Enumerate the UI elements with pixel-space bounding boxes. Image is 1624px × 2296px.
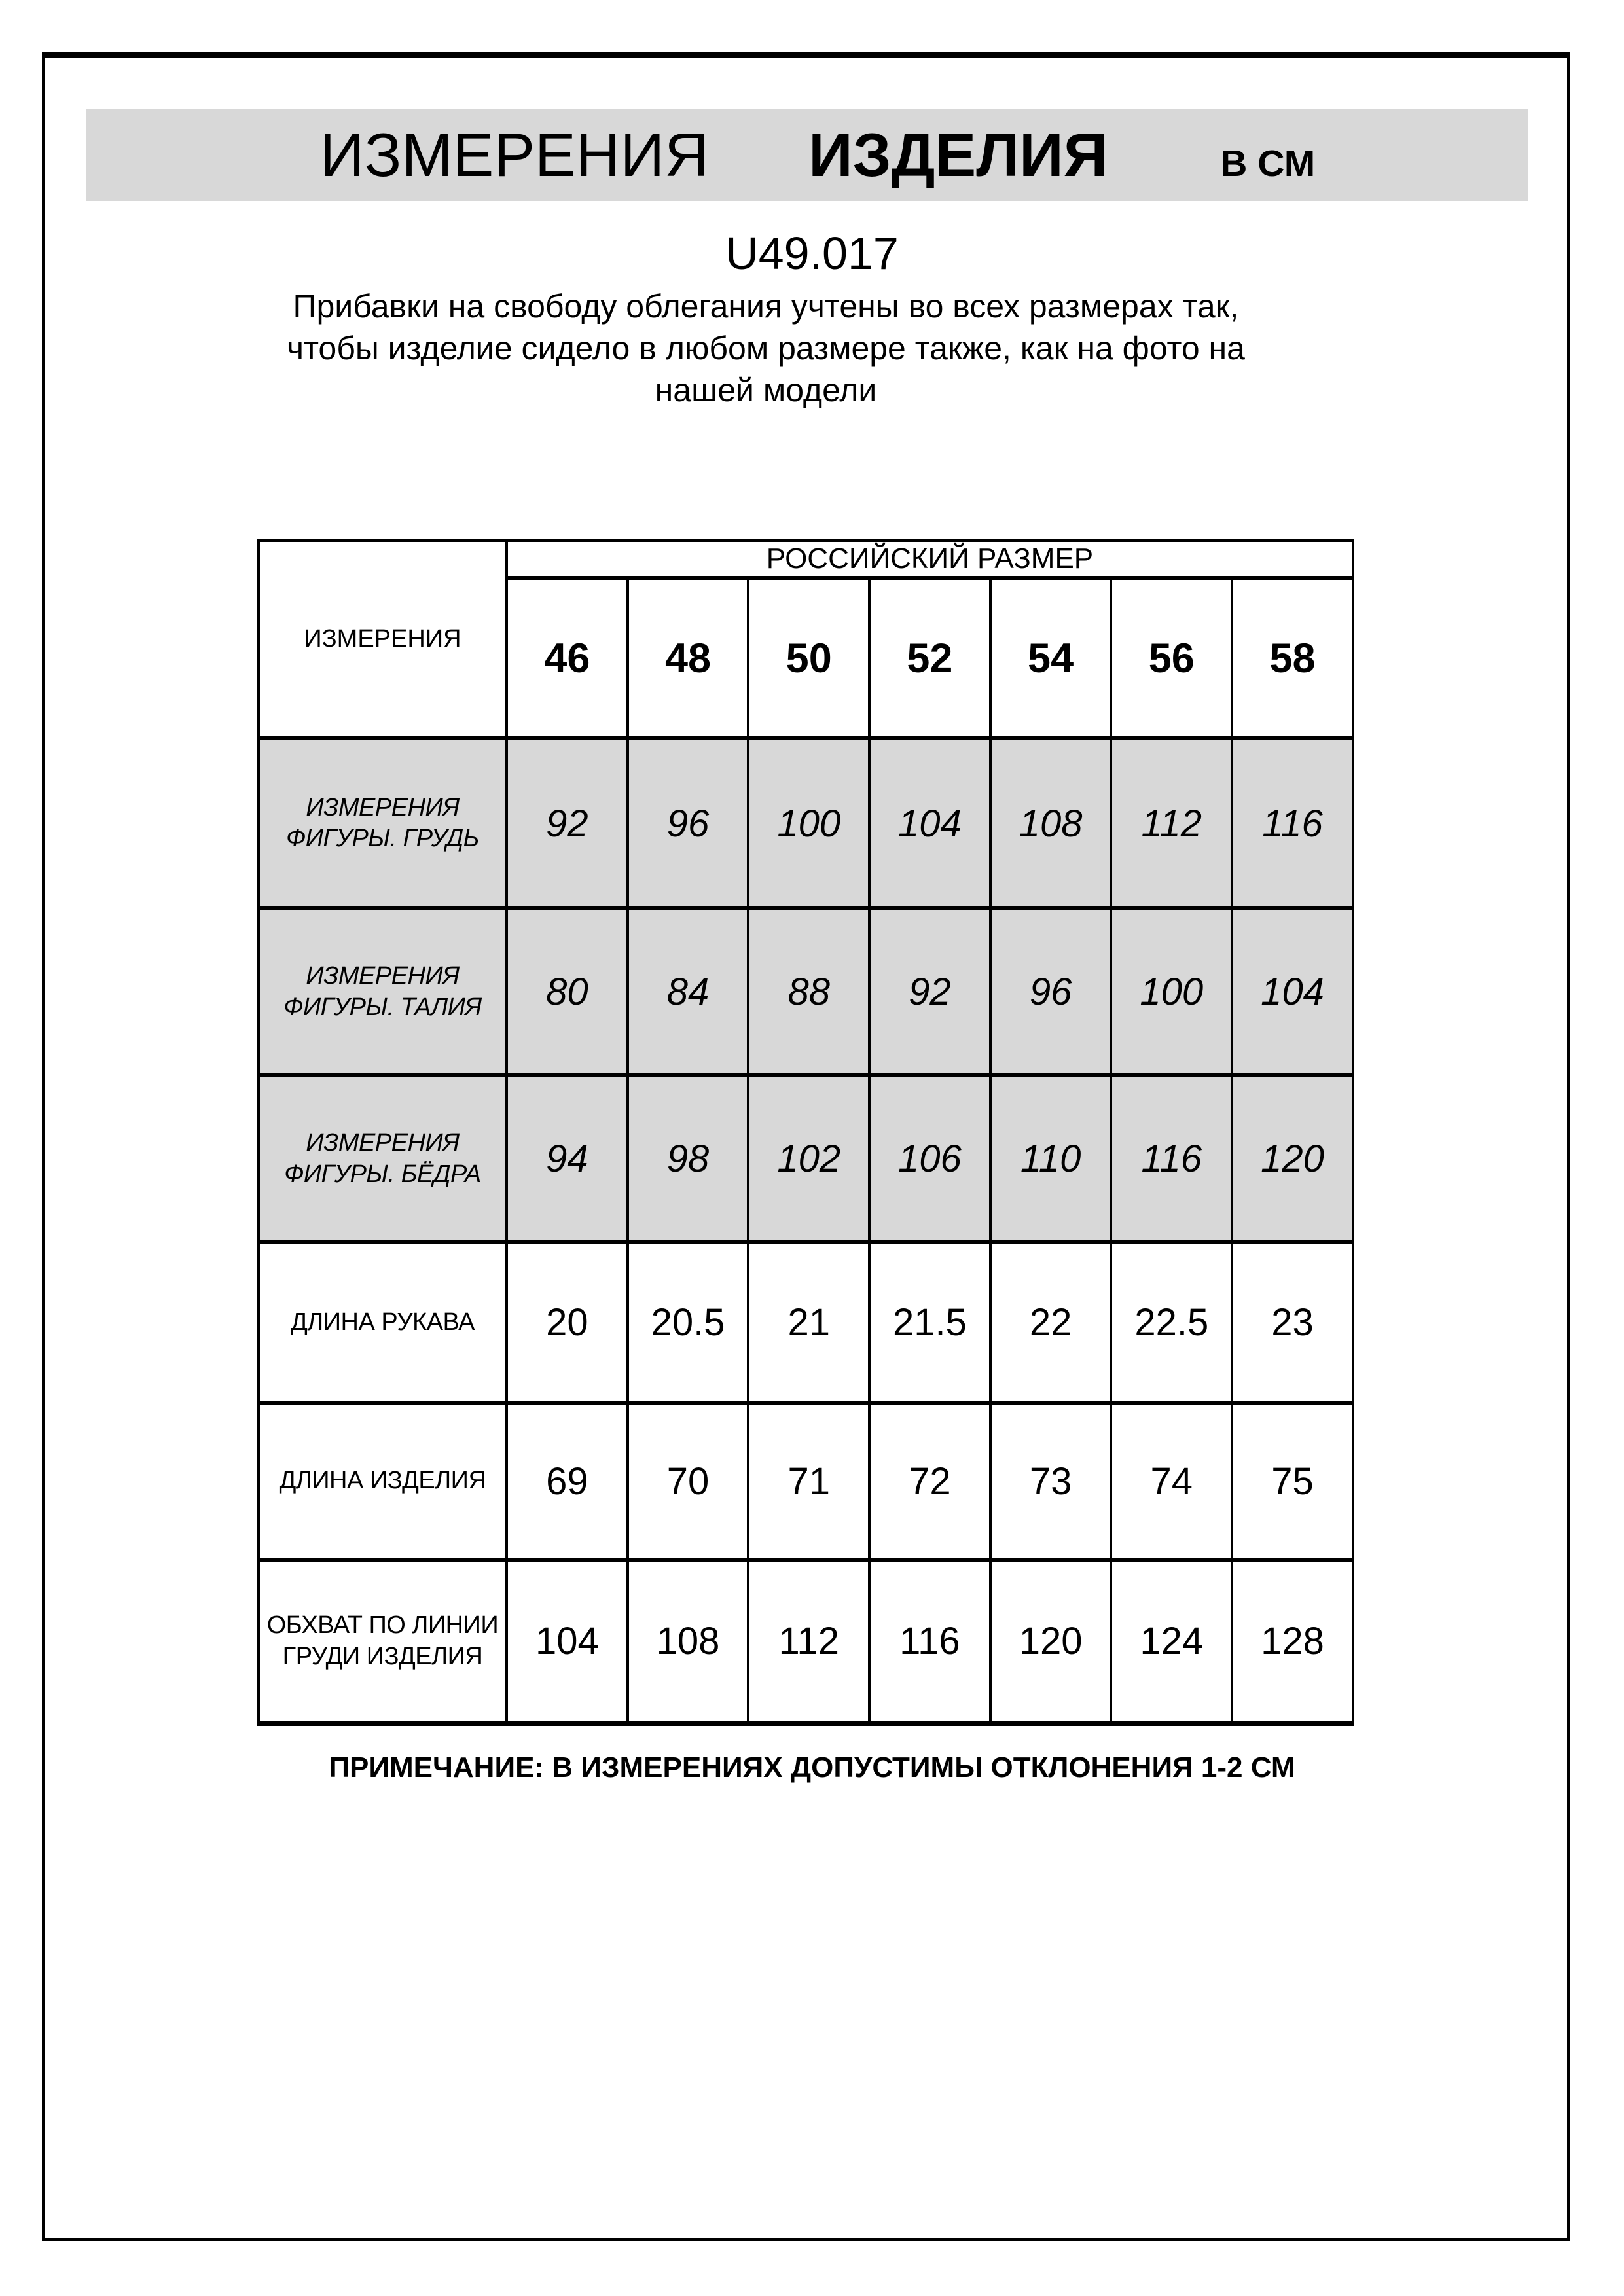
fit-description-line: нашей модели (655, 372, 877, 408)
table-cell: 80 (507, 908, 628, 1075)
table-cell: 100 (1111, 908, 1232, 1075)
table-cell: 106 (869, 1075, 990, 1242)
table-row-body-hips (259, 1075, 1353, 1242)
title-word-product: ИЗДЕЛИЯ (808, 120, 1108, 189)
table-cell: 20 (507, 1242, 628, 1403)
table-cell: 71 (748, 1403, 869, 1560)
fit-description-line: чтобы изделие сидело в любом размере также, как на фото на (287, 330, 1245, 367)
table-cell: 74 (1111, 1403, 1232, 1560)
table-cell: 23 (1232, 1242, 1353, 1403)
table-row-item-length (259, 1403, 1353, 1560)
table-cell: 84 (628, 908, 749, 1075)
table-cell: 116 (869, 1560, 990, 1723)
table-cell: 120 (1232, 1075, 1353, 1242)
russian-size-group-header: РОССИЙСКИЙ РАЗМЕР (507, 541, 1353, 578)
table-cell: 96 (990, 908, 1111, 1075)
title-unit-cm: В СМ (1220, 143, 1316, 185)
table-cell: 104 (507, 1560, 628, 1723)
table-cell: 21.5 (869, 1242, 990, 1403)
table-cell: 75 (1232, 1403, 1353, 1560)
table-row-sleeve-length (259, 1242, 1353, 1403)
table-cell: 102 (748, 1075, 869, 1242)
product-code: U49.017 (725, 228, 899, 279)
table-cell: 128 (1232, 1560, 1353, 1723)
table-corner-label: ИЗМЕРЕНИЯ (259, 541, 507, 738)
size-column-header: 54 (990, 578, 1111, 738)
table-cell: 22.5 (1111, 1242, 1232, 1403)
table-cell: 73 (990, 1403, 1111, 1560)
table-cell: 108 (990, 738, 1111, 908)
size-column-header: 46 (507, 578, 628, 738)
size-column-header: 52 (869, 578, 990, 738)
table-row-body-waist (259, 908, 1353, 1075)
fit-description (0, 285, 1532, 411)
table-cell: 94 (507, 1075, 628, 1242)
table-cell: 110 (990, 1075, 1111, 1242)
tolerance-note: ПРИМЕЧАНИЕ: В ИЗМЕРЕНИЯХ ДОПУСТИМЫ ОТКЛОНЕНИЯ 1-2 СМ (329, 1751, 1295, 1784)
table-cell: 104 (1232, 908, 1353, 1075)
size-column-header: 50 (748, 578, 869, 738)
table-cell: 112 (748, 1560, 869, 1723)
row-label: ИЗМЕРЕНИЯ ФИГУРЫ. ТАЛИЯ (259, 908, 507, 1075)
table-cell: 22 (990, 1242, 1111, 1403)
table-cell: 112 (1111, 738, 1232, 908)
table-cell: 120 (990, 1560, 1111, 1723)
table-cell: 116 (1111, 1075, 1232, 1242)
size-column-header: 56 (1111, 578, 1232, 738)
table-cell: 100 (748, 738, 869, 908)
table-cell: 69 (507, 1403, 628, 1560)
title-banner (86, 109, 1528, 201)
table-cell: 92 (507, 738, 628, 908)
table-cell: 124 (1111, 1560, 1232, 1723)
size-column-header: 58 (1232, 578, 1353, 738)
row-label: ДЛИНА ИЗДЕЛИЯ (259, 1403, 507, 1560)
size-column-header: 48 (628, 578, 749, 738)
fit-description-line: Прибавки на свободу облегания учтены во всех размерах так, (293, 288, 1239, 325)
table-cell: 98 (628, 1075, 749, 1242)
title-word-measurements: ИЗМЕРЕНИЯ (320, 120, 710, 189)
table-cell: 116 (1232, 738, 1353, 908)
table-cell: 96 (628, 738, 749, 908)
table-cell: 88 (748, 908, 869, 1075)
row-label: ОБХВАТ ПО ЛИНИИ ГРУДИ ИЗДЕЛИЯ (259, 1560, 507, 1723)
table-cell: 70 (628, 1403, 749, 1560)
size-table (257, 539, 1354, 1726)
table-cell: 104 (869, 738, 990, 908)
table-cell: 92 (869, 908, 990, 1075)
table-cell: 20.5 (628, 1242, 749, 1403)
table-row-body-bust (259, 738, 1353, 908)
row-label: ИЗМЕРЕНИЯ ФИГУРЫ. ГРУДЬ (259, 738, 507, 908)
table-row-chest-circumference (259, 1560, 1353, 1723)
table-cell: 72 (869, 1403, 990, 1560)
row-label: ИЗМЕРЕНИЯ ФИГУРЫ. БЁДРА (259, 1075, 507, 1242)
row-label: ДЛИНА РУКАВА (259, 1242, 507, 1403)
table-cell: 21 (748, 1242, 869, 1403)
table-cell: 108 (628, 1560, 749, 1723)
table-group-header-row (259, 541, 1353, 578)
